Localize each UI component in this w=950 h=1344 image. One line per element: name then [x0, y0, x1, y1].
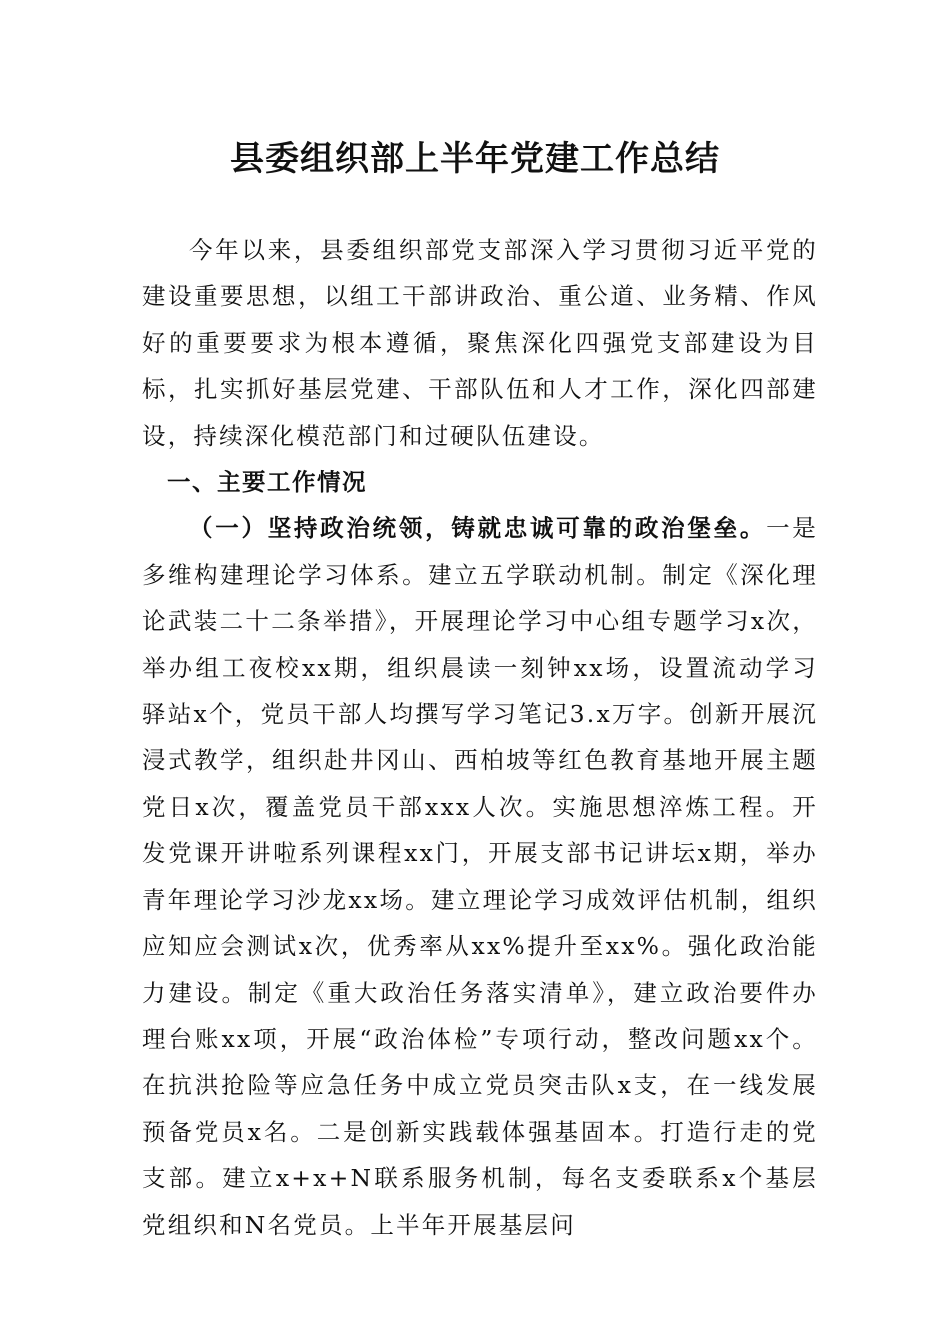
subsection-body-political: 一是多维构建理论学习体系。建立五学联动机制。制定《深化理论武装二十二条举措》，开展理论学习中心组专题学习x次，举办组工夜校xx期，组织晨读一刻钟xx场，设置流动学习驿站x个，党员干部人均撰写学习笔记3.x万字。创新开展沉浸式教学，组织赴井冈山、西柏坡等红色教育基地开展主题党日x次，覆盖党员干部xxx人次。实施思想淬炼工程。开发党课开讲啦系列课程xx门，开展支部书记讲坛x期，举办青年理论学习沙龙xx场。建立理论学习成效评估机制，组织应知应会测试x次，优秀率从xx%提升至xx%。强化政治能力建设。制定《重大政治任务落实清单》，建立政治要件办理台账xx项，开展“政治体检”专项行动，整改问题xx个。在抗洪抢险等应急任务中成立党员突击队x支，在一线发展预备党员x名。二是创新实践载体强基固本。打造行走的党支部。建立x+x+N联系服务机制，每名支委联系x个基层党组织和N名党员。上半年开展基层问	[142, 514, 818, 1239]
subsection-heading-political: （一）坚持政治统领，铸就忠诚可靠的政治堡垒。	[189, 514, 767, 543]
section-heading-main-work: 一、主要工作情况	[167, 468, 367, 497]
document-body	[142, 227, 818, 1248]
subsection-paragraph-political	[142, 505, 818, 1248]
intro-paragraph: 今年以来，县委组织部党支部深入学习贯彻习近平党的建设重要思想，以组工干部讲政治、重公道、业务精、作风好的重要要求为根本遵循，聚焦深化四强党支部建设为目标，扎实抓好基层党建、干部队伍和人才工作，深化四部建设，持续深化模范部门和过硬队伍建设。	[142, 236, 818, 450]
document-title: 县委组织部上半年党建工作总结	[230, 139, 720, 179]
